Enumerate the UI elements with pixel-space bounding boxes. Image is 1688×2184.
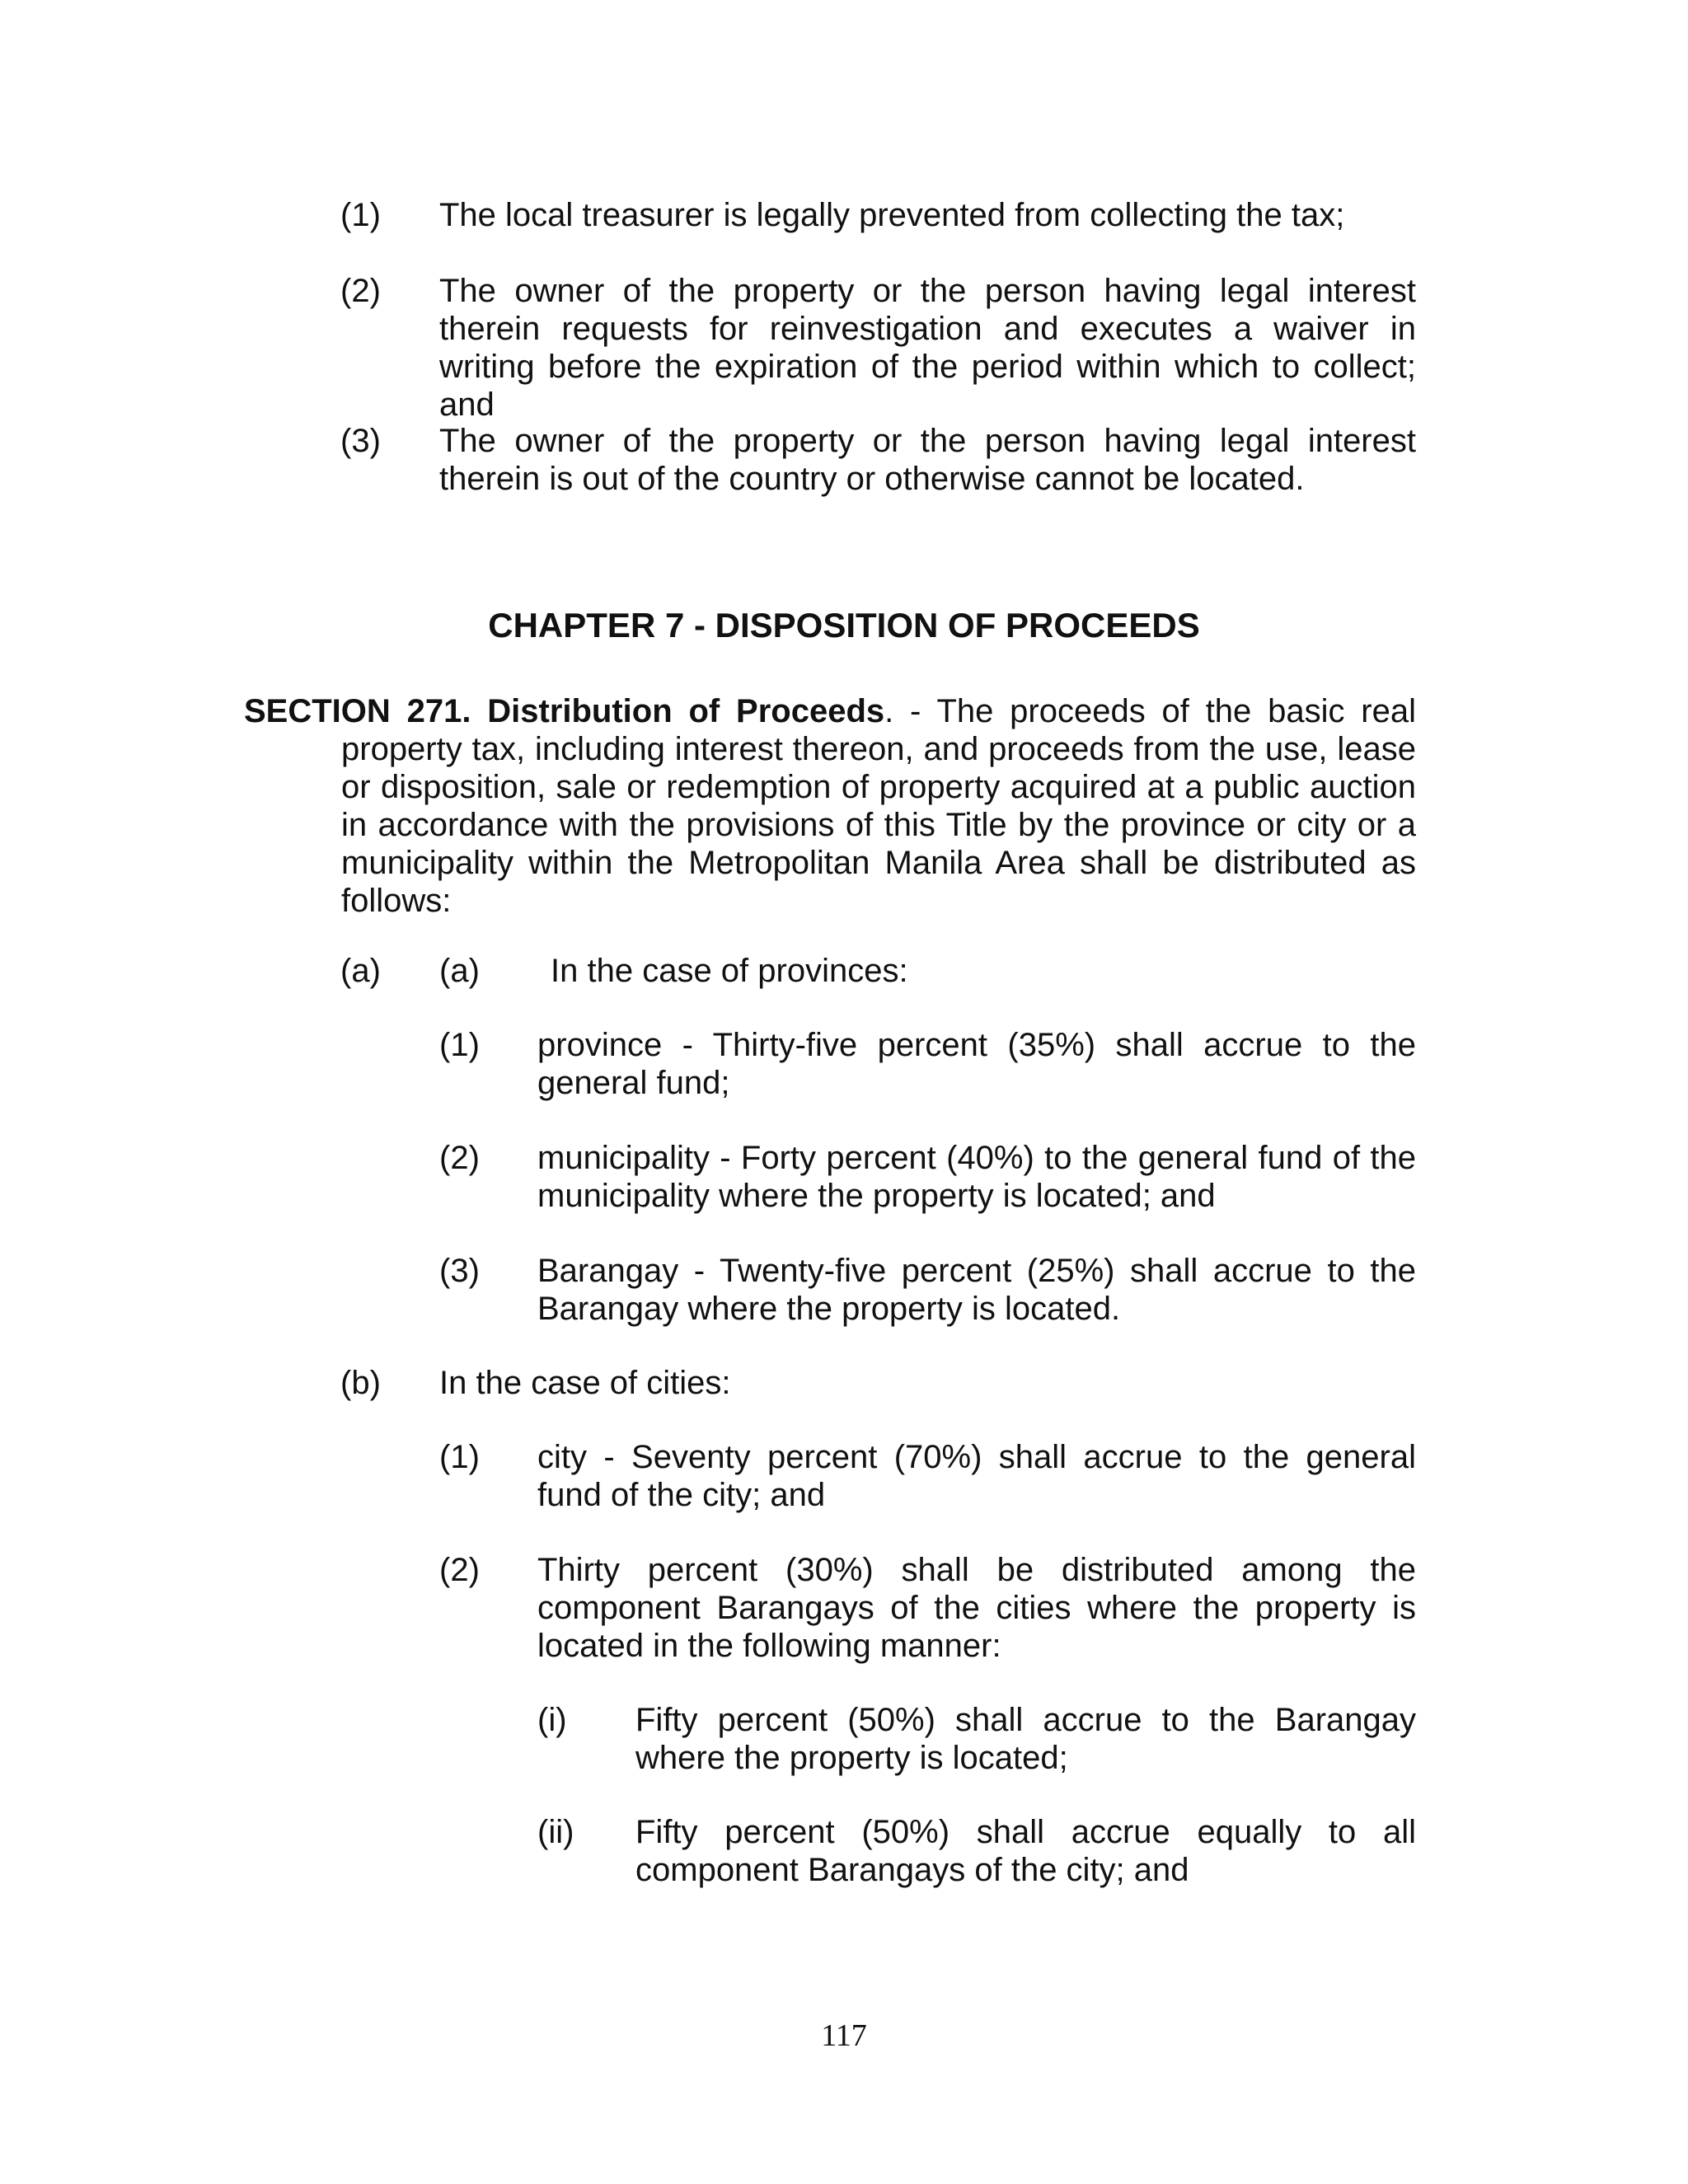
subsublist-item-text: Fifty percent (50%) shall accrue to the Barangay where the property is located;	[635, 1702, 1416, 1776]
list-marker: (2)	[340, 273, 381, 309]
section-paragraph	[244, 692, 1416, 920]
list-item-text: The owner of the property or the person having legal interest therein requests for reinvestigation and executes a waiver in writing before the expiration of the period within which to collect; and	[439, 273, 1416, 423]
sublist-item-text: city - Seventy percent (70%) shall accrue to the general fund of the city; and	[537, 1439, 1416, 1513]
section-heading: SECTION 271. Distribution of Proceeds	[244, 693, 885, 729]
list-item-text: The local treasurer is legally prevented from collecting the tax;	[439, 197, 1345, 233]
list-marker: (b)	[340, 1365, 381, 1401]
subsublist-marker: (i)	[537, 1702, 567, 1738]
subsublist-item-text: Fifty percent (50%) shall accrue equally to all component Barangays of the city; and	[635, 1814, 1416, 1888]
sublist-marker: (3)	[439, 1253, 480, 1289]
sublist-item-text: Thirty percent (30%) shall be distributed among the component Barangays of the cities where the property is located in the following manner:	[537, 1552, 1416, 1664]
sublist-marker: (2)	[439, 1552, 480, 1588]
list-item-text: The owner of the property or the person having legal interest therein is out of the country or otherwise cannot be located.	[439, 423, 1416, 497]
sublist-marker: (1)	[439, 1439, 480, 1475]
list-item-text: In the case of provinces:	[551, 953, 908, 989]
list-marker: (1)	[340, 197, 381, 233]
subsublist-marker: (ii)	[537, 1814, 574, 1850]
section-body: . - The proceeds of the basic real property tax, including interest thereon, and proceeds from the use, lease or disposition, sale or redemption of property acquired at a public auction in accordance with the provisions of this Title by the province or city or a municipality within the Metropolitan Manila Area shall be distributed as follows:	[341, 693, 1416, 919]
chapter-heading: CHAPTER 7 - DISPOSITION OF PROCEEDS	[488, 606, 1200, 644]
list-marker: (a)	[439, 953, 480, 989]
sublist-marker: (1)	[439, 1027, 480, 1063]
list-marker: (3)	[340, 423, 381, 459]
sublist-item-text: province - Thirty-five percent (35%) shall accrue to the general fund;	[537, 1027, 1416, 1101]
sublist-item-text: Barangay - Twenty-five percent (25%) shall accrue to the Barangay where the property is located.	[537, 1253, 1416, 1327]
page-number: 117	[821, 2018, 867, 2053]
sublist-item-text: municipality - Forty percent (40%) to the general fund of the municipality where the property is located; and	[537, 1140, 1416, 1214]
sublist-marker: (2)	[439, 1140, 480, 1176]
list-marker: (a)	[340, 953, 381, 989]
list-item-text: In the case of cities:	[439, 1365, 731, 1401]
